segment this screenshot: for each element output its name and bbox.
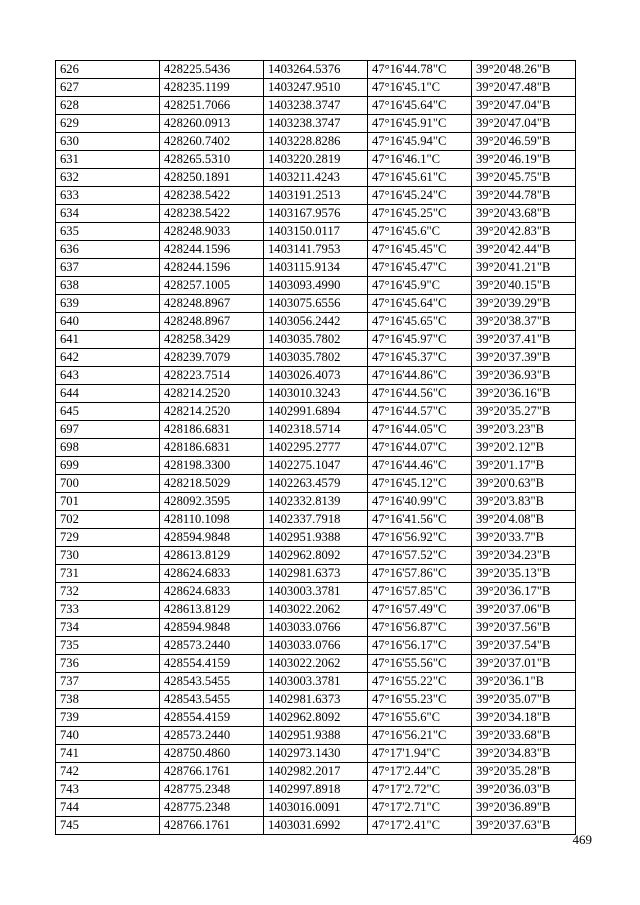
x-coordinate-cell: 428775.2348	[160, 799, 264, 817]
longitude-cell: 39°20'36.89"В	[472, 799, 576, 817]
point-number-cell: 629	[56, 115, 160, 133]
longitude-cell: 39°20'41.21"В	[472, 259, 576, 277]
point-number-cell: 702	[56, 511, 160, 529]
y-coordinate-cell: 1402981.6373	[264, 691, 368, 709]
y-coordinate-cell: 1403026.4073	[264, 367, 368, 385]
y-coordinate-cell: 1403075.6556	[264, 295, 368, 313]
y-coordinate-cell: 1403031.6992	[264, 817, 368, 835]
latitude-cell: 47°16'44.86"С	[368, 367, 472, 385]
point-number-cell: 738	[56, 691, 160, 709]
longitude-cell: 39°20'47.04"В	[472, 97, 576, 115]
latitude-cell: 47°16'44.46"С	[368, 457, 472, 475]
point-number-cell: 631	[56, 151, 160, 169]
table-row	[56, 709, 576, 727]
point-number-cell: 737	[56, 673, 160, 691]
longitude-cell: 39°20'47.04"В	[472, 115, 576, 133]
y-coordinate-cell: 1403167.9576	[264, 205, 368, 223]
x-coordinate-cell: 428265.5310	[160, 151, 264, 169]
y-coordinate-cell: 1402951.9388	[264, 529, 368, 547]
table-row	[56, 259, 576, 277]
y-coordinate-cell: 1403093.4990	[264, 277, 368, 295]
x-coordinate-cell: 428613.8129	[160, 601, 264, 619]
longitude-cell: 39°20'36.93"В	[472, 367, 576, 385]
x-coordinate-cell: 428554.4159	[160, 655, 264, 673]
table-row	[56, 655, 576, 673]
x-coordinate-cell: 428766.1761	[160, 763, 264, 781]
point-number-cell: 627	[56, 79, 160, 97]
y-coordinate-cell: 1403211.4243	[264, 169, 368, 187]
y-coordinate-cell: 1402337.7918	[264, 511, 368, 529]
latitude-cell: 47°16'45.65"С	[368, 313, 472, 331]
x-coordinate-cell: 428092.3595	[160, 493, 264, 511]
longitude-cell: 39°20'36.17"В	[472, 583, 576, 601]
latitude-cell: 47°16'44.57"С	[368, 403, 472, 421]
y-coordinate-cell: 1402332.8139	[264, 493, 368, 511]
point-number-cell: 743	[56, 781, 160, 799]
latitude-cell: 47°16'46.1"С	[368, 151, 472, 169]
y-coordinate-cell: 1402962.8092	[264, 709, 368, 727]
x-coordinate-cell: 428258.3429	[160, 331, 264, 349]
latitude-cell: 47°16'56.87"С	[368, 619, 472, 637]
y-coordinate-cell: 1402962.8092	[264, 547, 368, 565]
x-coordinate-cell: 428554.4159	[160, 709, 264, 727]
table-row	[56, 529, 576, 547]
x-coordinate-cell: 428613.8129	[160, 547, 264, 565]
longitude-cell: 39°20'4.08"В	[472, 511, 576, 529]
longitude-cell: 39°20'39.29"В	[472, 295, 576, 313]
longitude-cell: 39°20'44.78"В	[472, 187, 576, 205]
table-row	[56, 565, 576, 583]
longitude-cell: 39°20'0.63"В	[472, 475, 576, 493]
longitude-cell: 39°20'37.41"В	[472, 331, 576, 349]
y-coordinate-cell: 1403115.9134	[264, 259, 368, 277]
latitude-cell: 47°16'56.17"С	[368, 637, 472, 655]
point-number-cell: 644	[56, 385, 160, 403]
longitude-cell: 39°20'46.59"В	[472, 133, 576, 151]
x-coordinate-cell: 428260.0913	[160, 115, 264, 133]
latitude-cell: 47°16'57.49"С	[368, 601, 472, 619]
table-row	[56, 349, 576, 367]
x-coordinate-cell: 428250.1891	[160, 169, 264, 187]
x-coordinate-cell: 428257.1005	[160, 277, 264, 295]
y-coordinate-cell: 1402295.2777	[264, 439, 368, 457]
x-coordinate-cell: 428594.9848	[160, 529, 264, 547]
y-coordinate-cell: 1402982.2017	[264, 763, 368, 781]
y-coordinate-cell: 1402997.8918	[264, 781, 368, 799]
x-coordinate-cell: 428214.2520	[160, 403, 264, 421]
point-number-cell: 729	[56, 529, 160, 547]
y-coordinate-cell: 1403033.0766	[264, 637, 368, 655]
latitude-cell: 47°17'2.71"С	[368, 799, 472, 817]
point-number-cell: 742	[56, 763, 160, 781]
longitude-cell: 39°20'42.83"В	[472, 223, 576, 241]
table-row	[56, 295, 576, 313]
table-row	[56, 727, 576, 745]
point-number-cell: 697	[56, 421, 160, 439]
latitude-cell: 47°16'45.24"С	[368, 187, 472, 205]
latitude-cell: 47°16'45.47"С	[368, 259, 472, 277]
table-row	[56, 619, 576, 637]
point-number-cell: 734	[56, 619, 160, 637]
latitude-cell: 47°16'44.07"С	[368, 439, 472, 457]
table-row	[56, 277, 576, 295]
y-coordinate-cell: 1403022.2062	[264, 601, 368, 619]
longitude-cell: 39°20'34.18"В	[472, 709, 576, 727]
longitude-cell: 39°20'48.26"В	[472, 61, 576, 79]
longitude-cell: 39°20'33.7"В	[472, 529, 576, 547]
x-coordinate-cell: 428244.1596	[160, 259, 264, 277]
latitude-cell: 47°16'41.56"С	[368, 511, 472, 529]
latitude-cell: 47°16'45.6"С	[368, 223, 472, 241]
coordinates-table	[55, 60, 576, 835]
y-coordinate-cell: 1403264.5376	[264, 61, 368, 79]
point-number-cell: 641	[56, 331, 160, 349]
point-number-cell: 741	[56, 745, 160, 763]
y-coordinate-cell: 1403003.3781	[264, 673, 368, 691]
x-coordinate-cell: 428260.7402	[160, 133, 264, 151]
latitude-cell: 47°16'40.99"С	[368, 493, 472, 511]
table-row	[56, 799, 576, 817]
x-coordinate-cell: 428238.5422	[160, 187, 264, 205]
point-number-cell: 732	[56, 583, 160, 601]
y-coordinate-cell: 1403022.2062	[264, 655, 368, 673]
y-coordinate-cell: 1403220.2819	[264, 151, 368, 169]
longitude-cell: 39°20'1.17"В	[472, 457, 576, 475]
y-coordinate-cell: 1403247.9510	[264, 79, 368, 97]
x-coordinate-cell: 428543.5455	[160, 691, 264, 709]
x-coordinate-cell: 428750.4860	[160, 745, 264, 763]
latitude-cell: 47°16'44.05"С	[368, 421, 472, 439]
x-coordinate-cell: 428110.1098	[160, 511, 264, 529]
point-number-cell: 635	[56, 223, 160, 241]
longitude-cell: 39°20'35.13"В	[472, 565, 576, 583]
y-coordinate-cell: 1403033.0766	[264, 619, 368, 637]
y-coordinate-cell: 1402951.9388	[264, 727, 368, 745]
latitude-cell: 47°16'45.97"С	[368, 331, 472, 349]
x-coordinate-cell: 428225.5436	[160, 61, 264, 79]
table-row	[56, 763, 576, 781]
latitude-cell: 47°16'45.64"С	[368, 97, 472, 115]
longitude-cell: 39°20'46.19"В	[472, 151, 576, 169]
point-number-cell: 639	[56, 295, 160, 313]
latitude-cell: 47°17'2.41"С	[368, 817, 472, 835]
longitude-cell: 39°20'2.12"В	[472, 439, 576, 457]
x-coordinate-cell: 428573.2440	[160, 727, 264, 745]
table-row	[56, 421, 576, 439]
table-row	[56, 583, 576, 601]
table-row	[56, 169, 576, 187]
point-number-cell: 730	[56, 547, 160, 565]
x-coordinate-cell: 428239.7079	[160, 349, 264, 367]
point-number-cell: 643	[56, 367, 160, 385]
longitude-cell: 39°20'35.07"В	[472, 691, 576, 709]
point-number-cell: 634	[56, 205, 160, 223]
longitude-cell: 39°20'43.68"В	[472, 205, 576, 223]
point-number-cell: 733	[56, 601, 160, 619]
table-row	[56, 151, 576, 169]
latitude-cell: 47°16'55.6"С	[368, 709, 472, 727]
y-coordinate-cell: 1402275.1047	[264, 457, 368, 475]
x-coordinate-cell: 428223.7514	[160, 367, 264, 385]
y-coordinate-cell: 1402991.6894	[264, 403, 368, 421]
latitude-cell: 47°16'45.45"С	[368, 241, 472, 259]
longitude-cell: 39°20'3.23"В	[472, 421, 576, 439]
y-coordinate-cell: 1403141.7953	[264, 241, 368, 259]
x-coordinate-cell: 428198.3300	[160, 457, 264, 475]
x-coordinate-cell: 428238.5422	[160, 205, 264, 223]
longitude-cell: 39°20'34.23"В	[472, 547, 576, 565]
table-row	[56, 511, 576, 529]
page-number: 469	[572, 832, 592, 847]
latitude-cell: 47°16'56.21"С	[368, 727, 472, 745]
y-coordinate-cell: 1403010.3243	[264, 385, 368, 403]
y-coordinate-cell: 1402973.1430	[264, 745, 368, 763]
latitude-cell: 47°16'45.9"С	[368, 277, 472, 295]
table-row	[56, 475, 576, 493]
point-number-cell: 633	[56, 187, 160, 205]
latitude-cell: 47°16'55.22"С	[368, 673, 472, 691]
longitude-cell: 39°20'37.39"В	[472, 349, 576, 367]
latitude-cell: 47°16'45.12"С	[368, 475, 472, 493]
point-number-cell: 731	[56, 565, 160, 583]
latitude-cell: 47°16'44.78"С	[368, 61, 472, 79]
latitude-cell: 47°17'1.94"С	[368, 745, 472, 763]
point-number-cell: 642	[56, 349, 160, 367]
point-number-cell: 736	[56, 655, 160, 673]
table-row	[56, 385, 576, 403]
longitude-cell: 39°20'36.1"В	[472, 673, 576, 691]
longitude-cell: 39°20'37.63"В	[472, 817, 576, 835]
x-coordinate-cell: 428775.2348	[160, 781, 264, 799]
y-coordinate-cell: 1403056.2442	[264, 313, 368, 331]
latitude-cell: 47°16'45.37"С	[368, 349, 472, 367]
table-row	[56, 205, 576, 223]
latitude-cell: 47°16'45.25"С	[368, 205, 472, 223]
table-row	[56, 601, 576, 619]
x-coordinate-cell: 428248.8967	[160, 295, 264, 313]
longitude-cell: 39°20'38.37"В	[472, 313, 576, 331]
longitude-cell: 39°20'47.48"В	[472, 79, 576, 97]
x-coordinate-cell: 428218.5029	[160, 475, 264, 493]
point-number-cell: 636	[56, 241, 160, 259]
point-number-cell: 700	[56, 475, 160, 493]
x-coordinate-cell: 428214.2520	[160, 385, 264, 403]
table-row	[56, 187, 576, 205]
point-number-cell: 701	[56, 493, 160, 511]
point-number-cell: 626	[56, 61, 160, 79]
y-coordinate-cell: 1403003.3781	[264, 583, 368, 601]
point-number-cell: 735	[56, 637, 160, 655]
x-coordinate-cell: 428543.5455	[160, 673, 264, 691]
y-coordinate-cell: 1402263.4579	[264, 475, 368, 493]
table-row	[56, 781, 576, 799]
table-row	[56, 331, 576, 349]
y-coordinate-cell: 1403150.0117	[264, 223, 368, 241]
point-number-cell: 699	[56, 457, 160, 475]
point-number-cell: 638	[56, 277, 160, 295]
latitude-cell: 47°16'55.56"С	[368, 655, 472, 673]
longitude-cell: 39°20'36.03"В	[472, 781, 576, 799]
coordinates-table-container	[55, 60, 575, 835]
latitude-cell: 47°17'2.44"С	[368, 763, 472, 781]
y-coordinate-cell: 1403228.8286	[264, 133, 368, 151]
latitude-cell: 47°16'44.56"С	[368, 385, 472, 403]
x-coordinate-cell: 428235.1199	[160, 79, 264, 97]
x-coordinate-cell: 428186.6831	[160, 439, 264, 457]
table-row	[56, 673, 576, 691]
point-number-cell: 740	[56, 727, 160, 745]
latitude-cell: 47°16'57.52"С	[368, 547, 472, 565]
longitude-cell: 39°20'42.44"В	[472, 241, 576, 259]
latitude-cell: 47°16'45.91"С	[368, 115, 472, 133]
latitude-cell: 47°16'57.85"С	[368, 583, 472, 601]
latitude-cell: 47°16'45.94"С	[368, 133, 472, 151]
y-coordinate-cell: 1403191.2513	[264, 187, 368, 205]
table-row	[56, 637, 576, 655]
x-coordinate-cell: 428624.6833	[160, 565, 264, 583]
table-row	[56, 97, 576, 115]
table-row	[56, 817, 576, 835]
y-coordinate-cell: 1403238.3747	[264, 115, 368, 133]
point-number-cell: 698	[56, 439, 160, 457]
table-row	[56, 745, 576, 763]
longitude-cell: 39°20'33.68"В	[472, 727, 576, 745]
latitude-cell: 47°17'2.72"С	[368, 781, 472, 799]
coordinates-table-body	[56, 61, 576, 835]
y-coordinate-cell: 1403035.7802	[264, 349, 368, 367]
longitude-cell: 39°20'45.75"В	[472, 169, 576, 187]
latitude-cell: 47°16'45.61"С	[368, 169, 472, 187]
longitude-cell: 39°20'37.06"В	[472, 601, 576, 619]
x-coordinate-cell: 428766.1761	[160, 817, 264, 835]
table-row	[56, 241, 576, 259]
point-number-cell: 744	[56, 799, 160, 817]
longitude-cell: 39°20'37.54"В	[472, 637, 576, 655]
latitude-cell: 47°16'57.86"С	[368, 565, 472, 583]
point-number-cell: 640	[56, 313, 160, 331]
table-row	[56, 223, 576, 241]
point-number-cell: 628	[56, 97, 160, 115]
y-coordinate-cell: 1403016.0091	[264, 799, 368, 817]
latitude-cell: 47°16'45.64"С	[368, 295, 472, 313]
x-coordinate-cell: 428244.1596	[160, 241, 264, 259]
table-row	[56, 61, 576, 79]
x-coordinate-cell: 428594.9848	[160, 619, 264, 637]
latitude-cell: 47°16'55.23"С	[368, 691, 472, 709]
table-row	[56, 115, 576, 133]
y-coordinate-cell: 1402981.6373	[264, 565, 368, 583]
x-coordinate-cell: 428251.7066	[160, 97, 264, 115]
longitude-cell: 39°20'3.83"В	[472, 493, 576, 511]
x-coordinate-cell: 428186.6831	[160, 421, 264, 439]
table-row	[56, 457, 576, 475]
longitude-cell: 39°20'35.27"В	[472, 403, 576, 421]
y-coordinate-cell: 1402318.5714	[264, 421, 368, 439]
point-number-cell: 739	[56, 709, 160, 727]
longitude-cell: 39°20'35.28"В	[472, 763, 576, 781]
point-number-cell: 645	[56, 403, 160, 421]
longitude-cell: 39°20'36.16"В	[472, 385, 576, 403]
x-coordinate-cell: 428573.2440	[160, 637, 264, 655]
x-coordinate-cell: 428248.8967	[160, 313, 264, 331]
point-number-cell: 630	[56, 133, 160, 151]
table-row	[56, 493, 576, 511]
latitude-cell: 47°16'56.92"С	[368, 529, 472, 547]
table-row	[56, 133, 576, 151]
y-coordinate-cell: 1403238.3747	[264, 97, 368, 115]
point-number-cell: 637	[56, 259, 160, 277]
longitude-cell: 39°20'40.15"В	[472, 277, 576, 295]
x-coordinate-cell: 428624.6833	[160, 583, 264, 601]
table-row	[56, 691, 576, 709]
y-coordinate-cell: 1403035.7802	[264, 331, 368, 349]
x-coordinate-cell: 428248.9033	[160, 223, 264, 241]
table-row	[56, 367, 576, 385]
table-row	[56, 547, 576, 565]
table-row	[56, 313, 576, 331]
latitude-cell: 47°16'45.1"С	[368, 79, 472, 97]
table-row	[56, 439, 576, 457]
longitude-cell: 39°20'37.01"В	[472, 655, 576, 673]
longitude-cell: 39°20'34.83"В	[472, 745, 576, 763]
point-number-cell: 745	[56, 817, 160, 835]
table-row	[56, 79, 576, 97]
longitude-cell: 39°20'37.56"В	[472, 619, 576, 637]
point-number-cell: 632	[56, 169, 160, 187]
table-row	[56, 403, 576, 421]
